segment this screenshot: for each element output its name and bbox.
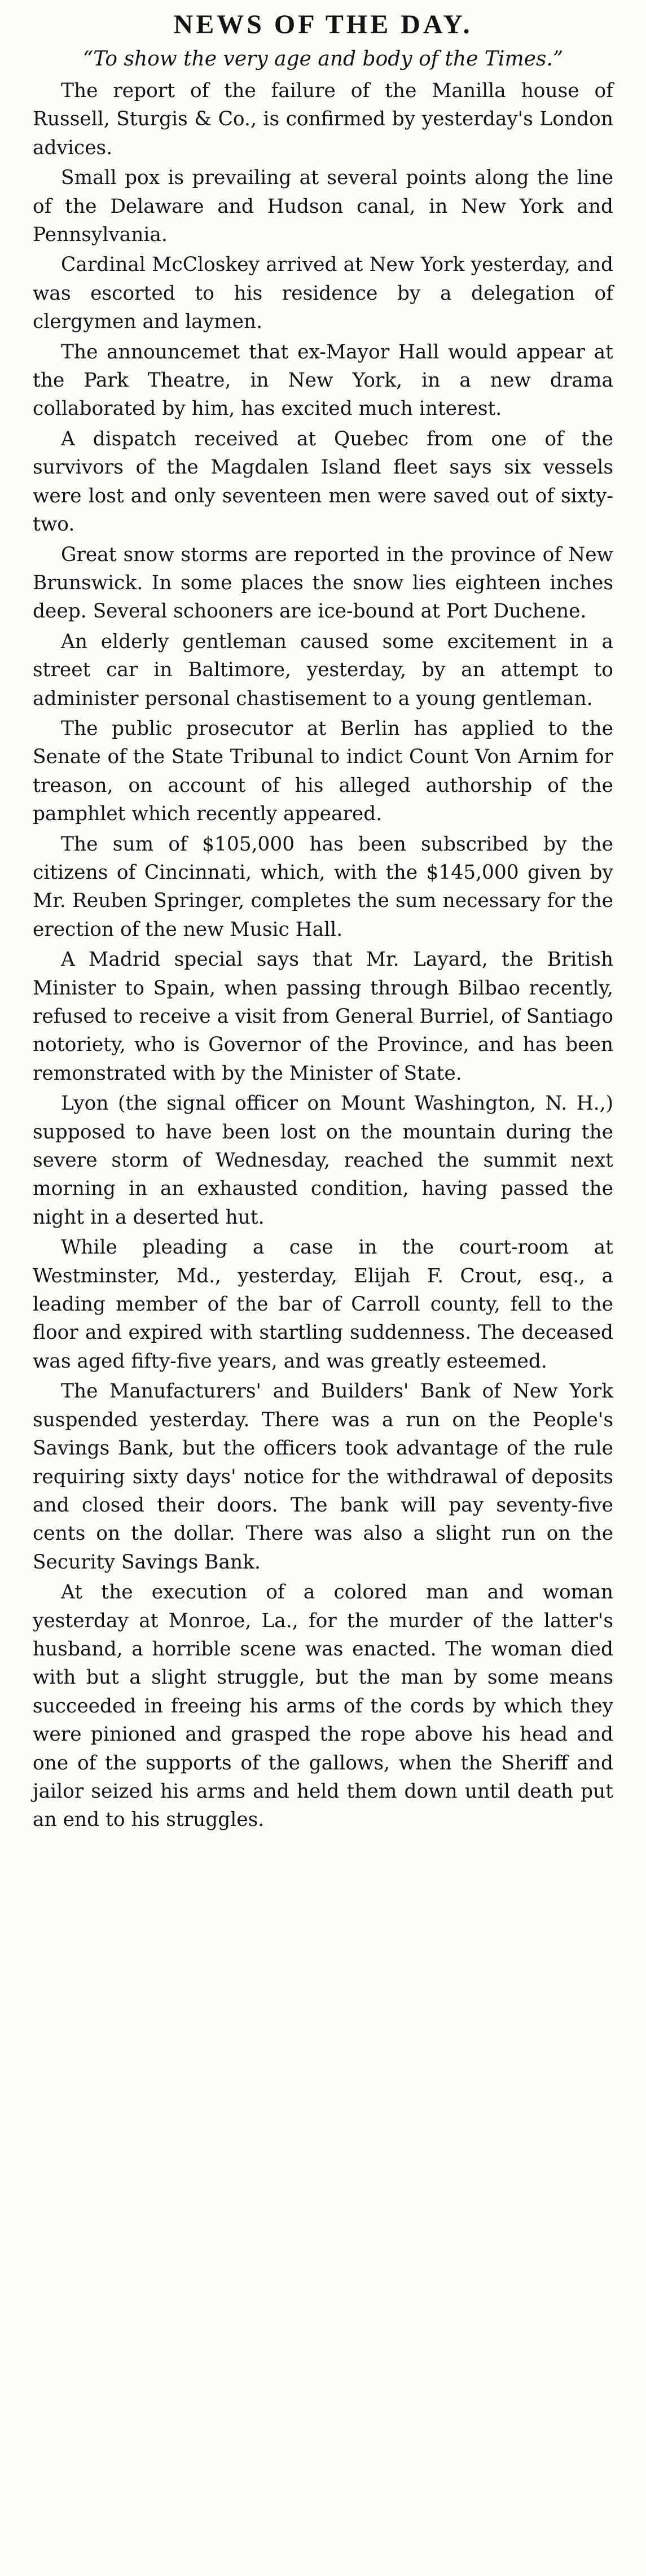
news-items <box>33 77 613 1834</box>
section-motto: “To show the very age and body of the Times.” <box>82 47 564 71</box>
news-item: While pleading a case in the court-room at Westminster, Md., yesterday, Elijah F. Crout, esq., a leading member of the bar of Carroll county, fell to the floor and expired with startling suddenness. The deceased was aged fifty-five years, and was greatly esteemed. <box>33 1236 613 1373</box>
news-item: At the execution of a colored man and woman yesterday at Monroe, La., for the murder of the latter's husband, a horrible scene was enacted. The woman died with but a slight struggle, but the man by some means succeeded in freeing his arms of the cords by which they were pinioned and grasped the rope above his head and one of the supports of the gallows, when the Sheriff and jailor seized his arms and held them down until death put an end to his struggles. <box>33 1581 613 1832</box>
news-item: The announcemet that ex-Mayor Hall would appear at the Park Theatre, in New York, in a new drama collaborated by him, has excited much interest. <box>33 340 613 420</box>
news-item: The Manufacturers' and Builders' Bank of New York suspended yesterday. There was a run on the People's Savings Bank, but the officers took advantage of the rule requiring sixty days' notice for the withdrawal of deposits and closed their doors. The bank will pay seventy-five cents on the dollar. There was also a slight run on the Security Savings Bank. <box>33 1380 613 1574</box>
news-item: Lyon (the signal officer on Mount Washington, N. H.,) supposed to have been lost on the mountain during the severe storm of Wednesday, reached the summit next morning in an exhausted condition, having passed the night in a deserted hut. <box>33 1092 613 1229</box>
news-item: A Madrid special says that Mr. Layard, the British Minister to Spain, when passing through Bilbao recently, refused to receive a visit from General Burriel, of Santiago notoriety, who is Governor of the Province, and has been remonstrated with by the Minister of State. <box>33 948 613 1085</box>
news-item: The public prosecutor at Berlin has applied to the Senate of the State Tribunal to indict Count Von Arnim for treason, on account of his alleged authorship of the pamphlet which recently appeared. <box>33 717 613 826</box>
news-item: The sum of $105,000 has been subscribed by the citizens of Cincinnati, which, with the $145,000 given by Mr. Reuben Springer, completes the sum necessary for the erection of the new Music Hall. <box>33 833 613 941</box>
news-item: Cardinal McCloskey arrived at New York yesterday, and was escorted to his residence by a delegation of clergymen and laymen. <box>33 253 613 334</box>
news-item: A dispatch received at Quebec from one of the survivors of the Magdalen Island fleet says six vessels were lost and only seventeen men were saved out of sixty-two. <box>33 427 613 536</box>
section-heading: NEWS OF THE DAY. <box>173 10 473 40</box>
news-item: Small pox is prevailing at several points along the line of the Delaware and Hudson canal, in New York and Pennsylvania. <box>33 167 613 247</box>
news-item: An elderly gentleman caused some excitement in a street car in Baltimore, yesterday, by an attempt to administer personal chastisement to a young gentleman. <box>33 630 613 710</box>
news-item: The report of the failure of the Manilla house of Russell, Sturgis & Co., is confirmed by yesterday's London advices. <box>33 80 613 159</box>
news-item: Great snow storms are reported in the province of New Brunswick. In some places the snow lies eighteen inches deep. Several schooners are ice-bound at Port Duchene. <box>33 543 613 623</box>
